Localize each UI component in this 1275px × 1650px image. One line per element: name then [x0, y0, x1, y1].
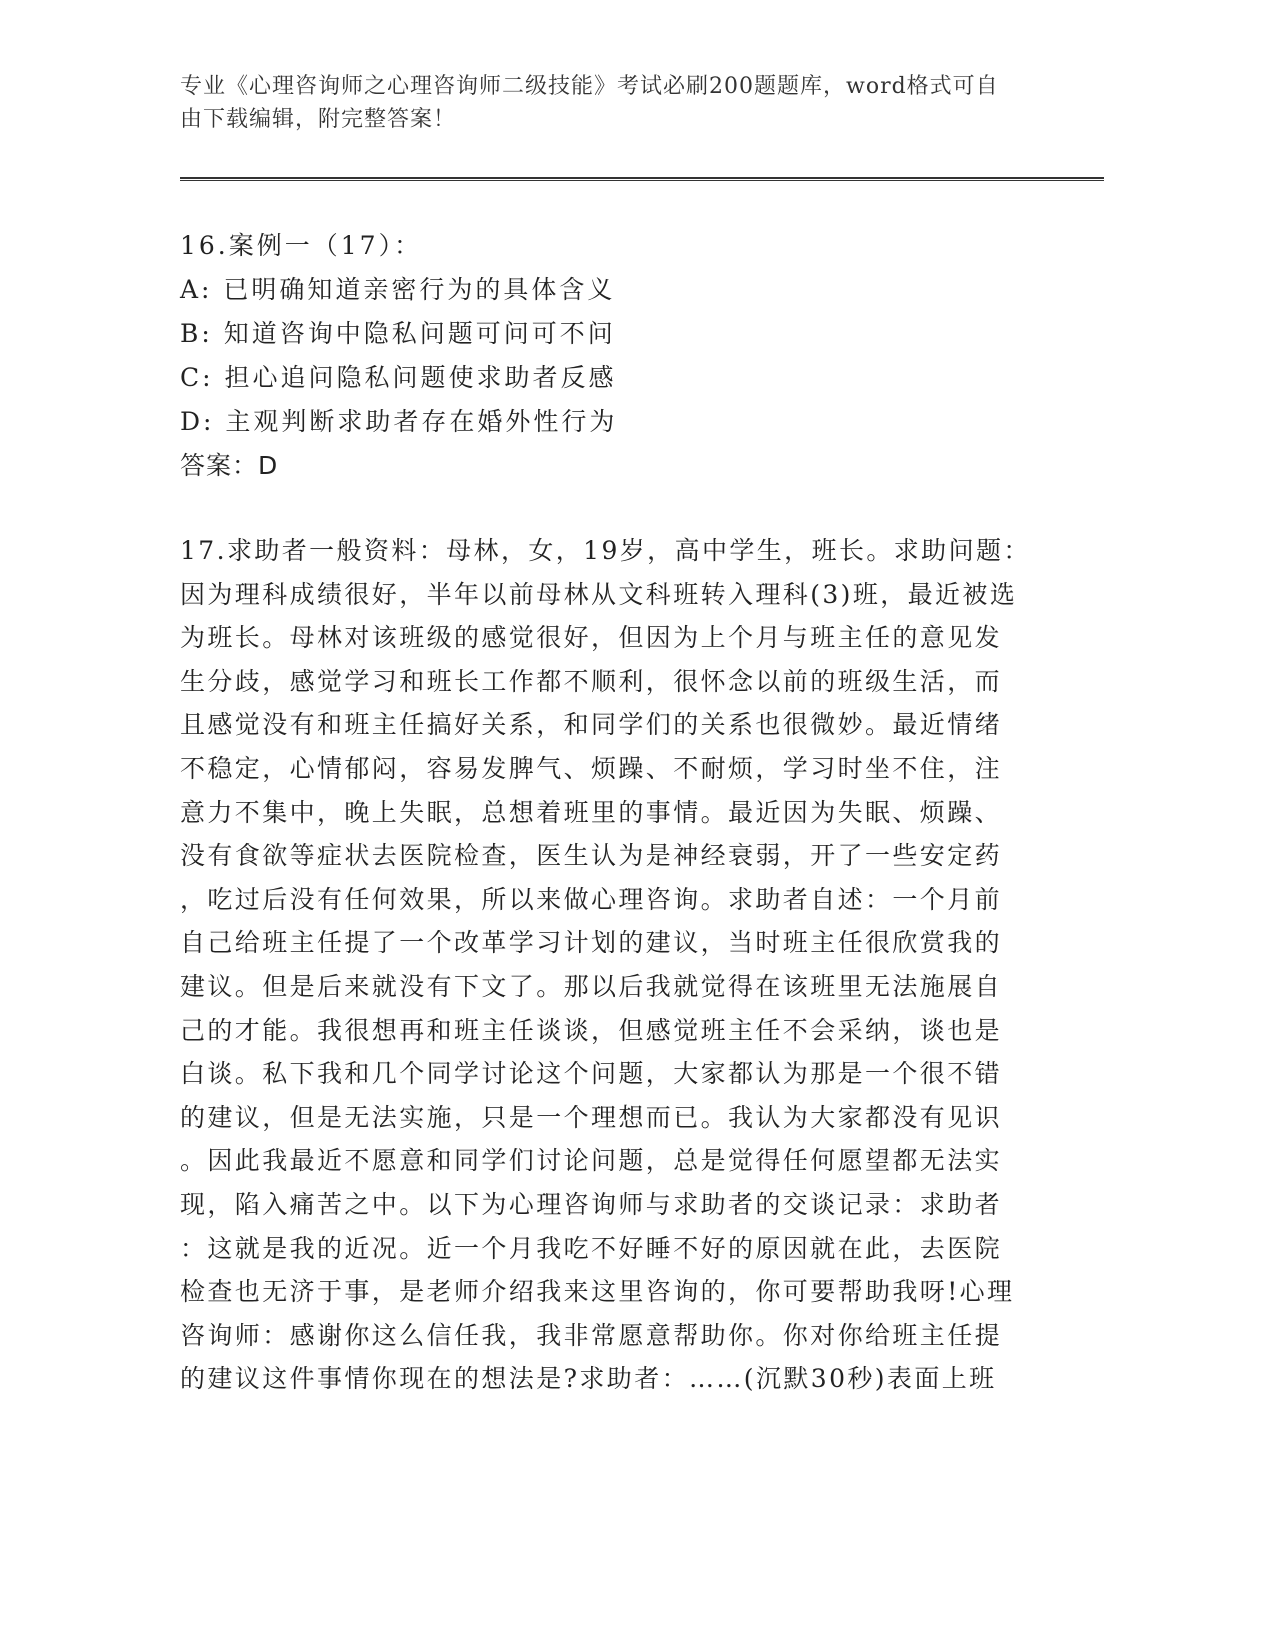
option-a: A: 已明确知道亲密行为的具体含义 — [180, 275, 616, 304]
question-17-line: 生分歧，感觉学习和班长工作都不顺利，很怀念以前的班级生活，而 — [180, 666, 1003, 696]
question-17-line: 意力不集中，晚上失眠，总想着班里的事情。最近因为失眠、烦躁、 — [180, 797, 1003, 827]
question-17-line: 的建议这件事情你现在的想法是?求助者：……(沉默30秒)表面上班 — [180, 1364, 997, 1394]
question-17-line: ，吃过后没有任何效果，所以来做心理咨询。求助者自述：一个月前 — [180, 884, 1003, 914]
question-17-line: 的建议，但是无法实施，只是一个理想而已。我认为大家都没有见识 — [180, 1102, 1003, 1132]
option-d: D: 主观判断求助者存在婚外性行为 — [180, 407, 618, 436]
answer-16: 答案：D — [180, 451, 279, 480]
question-17-line: 白谈。私下我和几个同学讨论这个问题，大家都认为那是一个很不错 — [180, 1059, 1003, 1089]
question-17-line: 17.求助者一般资料：母林，女，19岁，高中学生，班长。求助问题： — [180, 536, 1031, 565]
question-17-line: 且感觉没有和班主任搞好关系，和同学们的关系也很微妙。最近情绪 — [180, 710, 1003, 740]
question-17-line: 现，陷入痛苦之中。以下为心理咨询师与求助者的交谈记录：求助者 — [180, 1189, 1003, 1219]
document-header — [180, 70, 1060, 136]
question-17-line: 因为理科成绩很好，半年以前母林从文科班转入理科(3)班，最近被选 — [180, 579, 1018, 609]
question-17-line: 。因此我最近不愿意和同学们讨论问题，总是觉得任何愿望都无法实 — [180, 1146, 1003, 1176]
question-17-line: 检查也无济于事，是老师介绍我来这里咨询的，你可要帮助我呀!心理 — [180, 1277, 1015, 1307]
question-17-line: 不稳定，心情郁闷，容易发脾气、烦躁、不耐烦，学习时坐不住，注 — [180, 753, 1003, 783]
header-divider — [180, 177, 1104, 181]
option-b: B: 知道咨询中隐私问题可问可不问 — [180, 319, 616, 348]
question-17-line: 建议。但是后来就没有下文了。那以后我就觉得在该班里无法施展自 — [180, 971, 1003, 1001]
question-17 — [180, 529, 1040, 1401]
question-17-line: 咨询师：感谢你这么信任我，我非常愿意帮助你。你对你给班主任提 — [180, 1320, 1003, 1350]
question-17-line: 没有食欲等症状去医院检查，医生认为是神经衰弱，开了一些安定药 — [180, 841, 1003, 871]
question-17-line: 为班长。母林对该班级的感觉很好，但因为上个月与班主任的意见发 — [180, 623, 1003, 653]
question-17-line: 己的才能。我很想再和班主任谈谈，但感觉班主任不会采纳，谈也是 — [180, 1015, 1003, 1045]
option-c: C: 担心追问隐私问题使求助者反感 — [180, 363, 617, 392]
header-line-2: 由下载编辑，附完整答案！ — [180, 107, 457, 132]
header-line-1: 专业《心理咨询师之心理咨询师二级技能》考试必刷200题题库，word格式可自 — [180, 74, 999, 99]
question-17-line: 自己给班主任提了一个改革学习计划的建议，当时班主任很欣赏我的 — [180, 928, 1003, 958]
question-16-title: 16.案例一（17）： — [180, 231, 423, 260]
question-17-line: ：这就是我的近况。近一个月我吃不好睡不好的原因就在此，去医院 — [180, 1233, 1003, 1263]
question-16 — [180, 224, 1060, 488]
